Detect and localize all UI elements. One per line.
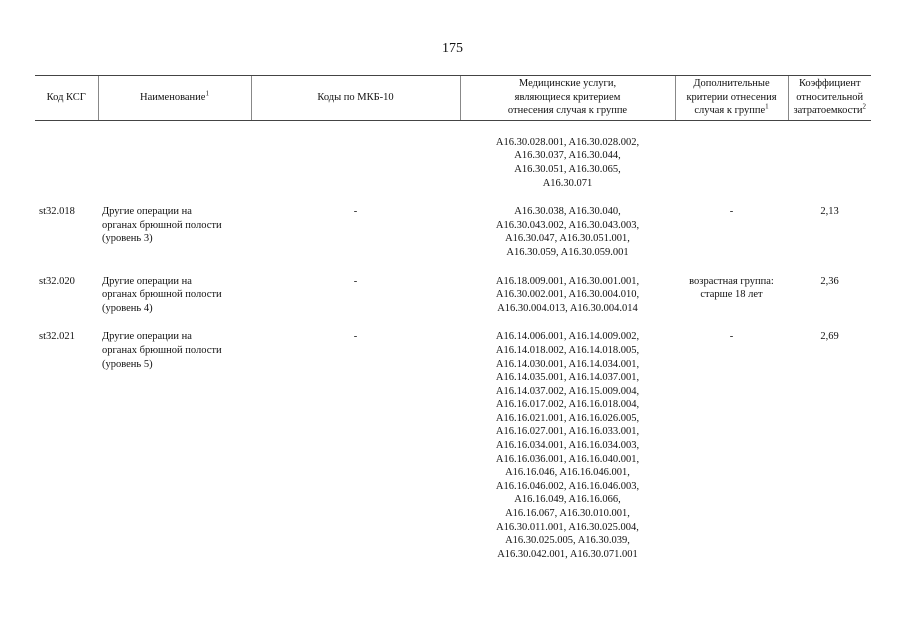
header-coef: Коэффициент относительной затратоемкости$^2$ — [788, 76, 871, 121]
header-icd: Коды по МКБ-10 — [251, 76, 460, 121]
service-codes-line: A16.30.043.002, A16.30.043.003, — [495, 219, 640, 231]
criteria-cell — [675, 315, 788, 561]
icd-codes-cell: - — [353, 206, 358, 218]
criteria-cell — [675, 190, 788, 259]
service-codes-line: A16.16.036.001, A16.16.040.001, — [495, 453, 640, 465]
header-services: Медицинские услуги, являющиеся критерием отнесения случая к группе — [460, 76, 675, 121]
criteria-line: старше 18 лет — [700, 289, 763, 301]
criteria-line: - — [729, 206, 734, 218]
service-codes-line: A16.30.042.001, A16.30.071.001 — [497, 548, 638, 560]
ksg-code-cell: st32.018 — [39, 206, 75, 218]
table-row — [35, 190, 871, 259]
page-number: 175 — [442, 41, 463, 56]
service-codes-line: A16.30.028.001, A16.30.028.002, — [495, 136, 640, 148]
table-row — [35, 260, 871, 316]
service-codes-line: A16.14.037.002, A16.15.009.004, — [495, 385, 640, 397]
service-codes-line: A16.16.017.002, A16.16.018.004, — [495, 399, 640, 411]
service-codes-line: A16.16.049, A16.16.066, — [514, 494, 621, 506]
ksg-name-cell — [98, 190, 251, 259]
service-codes-line: A16.30.071 — [542, 177, 593, 189]
coefficient-cell: 2,13 — [820, 206, 839, 218]
ksg-code-cell: st32.020 — [39, 275, 75, 287]
header-criteria: Дополнительные критерии отнесения случая к группе$^1$ — [675, 76, 788, 121]
table-header — [35, 76, 871, 121]
header-code: Код КСГ — [35, 76, 98, 121]
service-codes-line: A16.30.047, A16.30.051.001, — [505, 233, 630, 245]
table-row-continuation — [35, 120, 871, 190]
table-row — [35, 315, 871, 561]
service-codes-line: A16.16.046, A16.16.046.001, — [505, 467, 630, 479]
icd-codes-cell: - — [353, 331, 358, 343]
footnote-mark: 1 — [765, 102, 769, 111]
service-codes-line: A16.16.021.001, A16.16.026.005, — [495, 412, 640, 424]
service-codes-line: A16.14.018.002, A16.14.018.005, — [495, 344, 640, 356]
ksg-name-cell — [98, 260, 251, 316]
service-codes-line: A16.30.037, A16.30.044, — [514, 150, 621, 162]
ksg-name-line: органах брюшной полости — [102, 219, 222, 231]
service-codes-line: A16.30.038, A16.30.040, — [514, 206, 621, 218]
service-codes-line: A16.30.051, A16.30.065, — [514, 163, 621, 175]
services-cell — [460, 315, 675, 561]
ksg-name-line: (уровень 5) — [102, 358, 153, 370]
header-name: Наименование$^1$ — [98, 76, 251, 121]
service-codes-line: A16.18.009.001, A16.30.001.001, — [495, 275, 640, 287]
ksg-name-line: (уровень 4) — [102, 302, 153, 314]
service-codes-line: A16.14.035.001, A16.14.037.001, — [495, 372, 640, 384]
service-codes-line: A16.16.027.001, A16.16.033.001, — [495, 426, 640, 438]
service-codes-line: A16.30.059, A16.30.059.001 — [506, 246, 629, 258]
ksg-table — [35, 75, 871, 561]
criteria-line: возрастная группа: — [689, 275, 774, 287]
criteria-cell — [675, 260, 788, 316]
services-cell — [460, 120, 675, 190]
services-cell — [460, 190, 675, 259]
service-codes-line: A16.14.030.001, A16.14.034.001, — [495, 358, 640, 370]
criteria-line: - — [729, 331, 734, 343]
ksg-name-line: органах брюшной полости — [102, 289, 222, 301]
ksg-name-line: Другие операции на — [102, 331, 192, 343]
table-body — [35, 120, 871, 561]
service-codes-line: A16.16.067, A16.30.010.001, — [505, 508, 630, 520]
ksg-name-line: Другие операции на — [102, 275, 192, 287]
service-codes-line: A16.30.002.001, A16.30.004.010, — [495, 289, 640, 301]
ksg-name-line: Другие операции на — [102, 206, 192, 218]
service-codes-line: A16.16.046.002, A16.16.046.003, — [495, 480, 640, 492]
ksg-name-line: органах брюшной полости — [102, 344, 222, 356]
coefficient-cell: 2,36 — [820, 275, 839, 287]
footnote-mark: 2 — [862, 102, 866, 111]
service-codes-line: A16.14.006.001, A16.14.009.002, — [495, 331, 640, 343]
icd-codes-cell: - — [353, 275, 358, 287]
services-cell — [460, 260, 675, 316]
ksg-code-cell: st32.021 — [39, 331, 75, 343]
service-codes-line: A16.16.034.001, A16.16.034.003, — [495, 440, 640, 452]
ksg-name-line: (уровень 3) — [102, 233, 153, 245]
service-codes-line: A16.30.011.001, A16.30.025.004, — [496, 521, 639, 533]
coefficient-cell: 2,69 — [820, 331, 839, 343]
footnote-mark: 1 — [205, 89, 209, 98]
service-codes-line: A16.30.004.013, A16.30.004.014 — [497, 302, 638, 314]
ksg-name-cell — [98, 315, 251, 561]
service-codes-line: A16.30.025.005, A16.30.039, — [505, 535, 630, 547]
